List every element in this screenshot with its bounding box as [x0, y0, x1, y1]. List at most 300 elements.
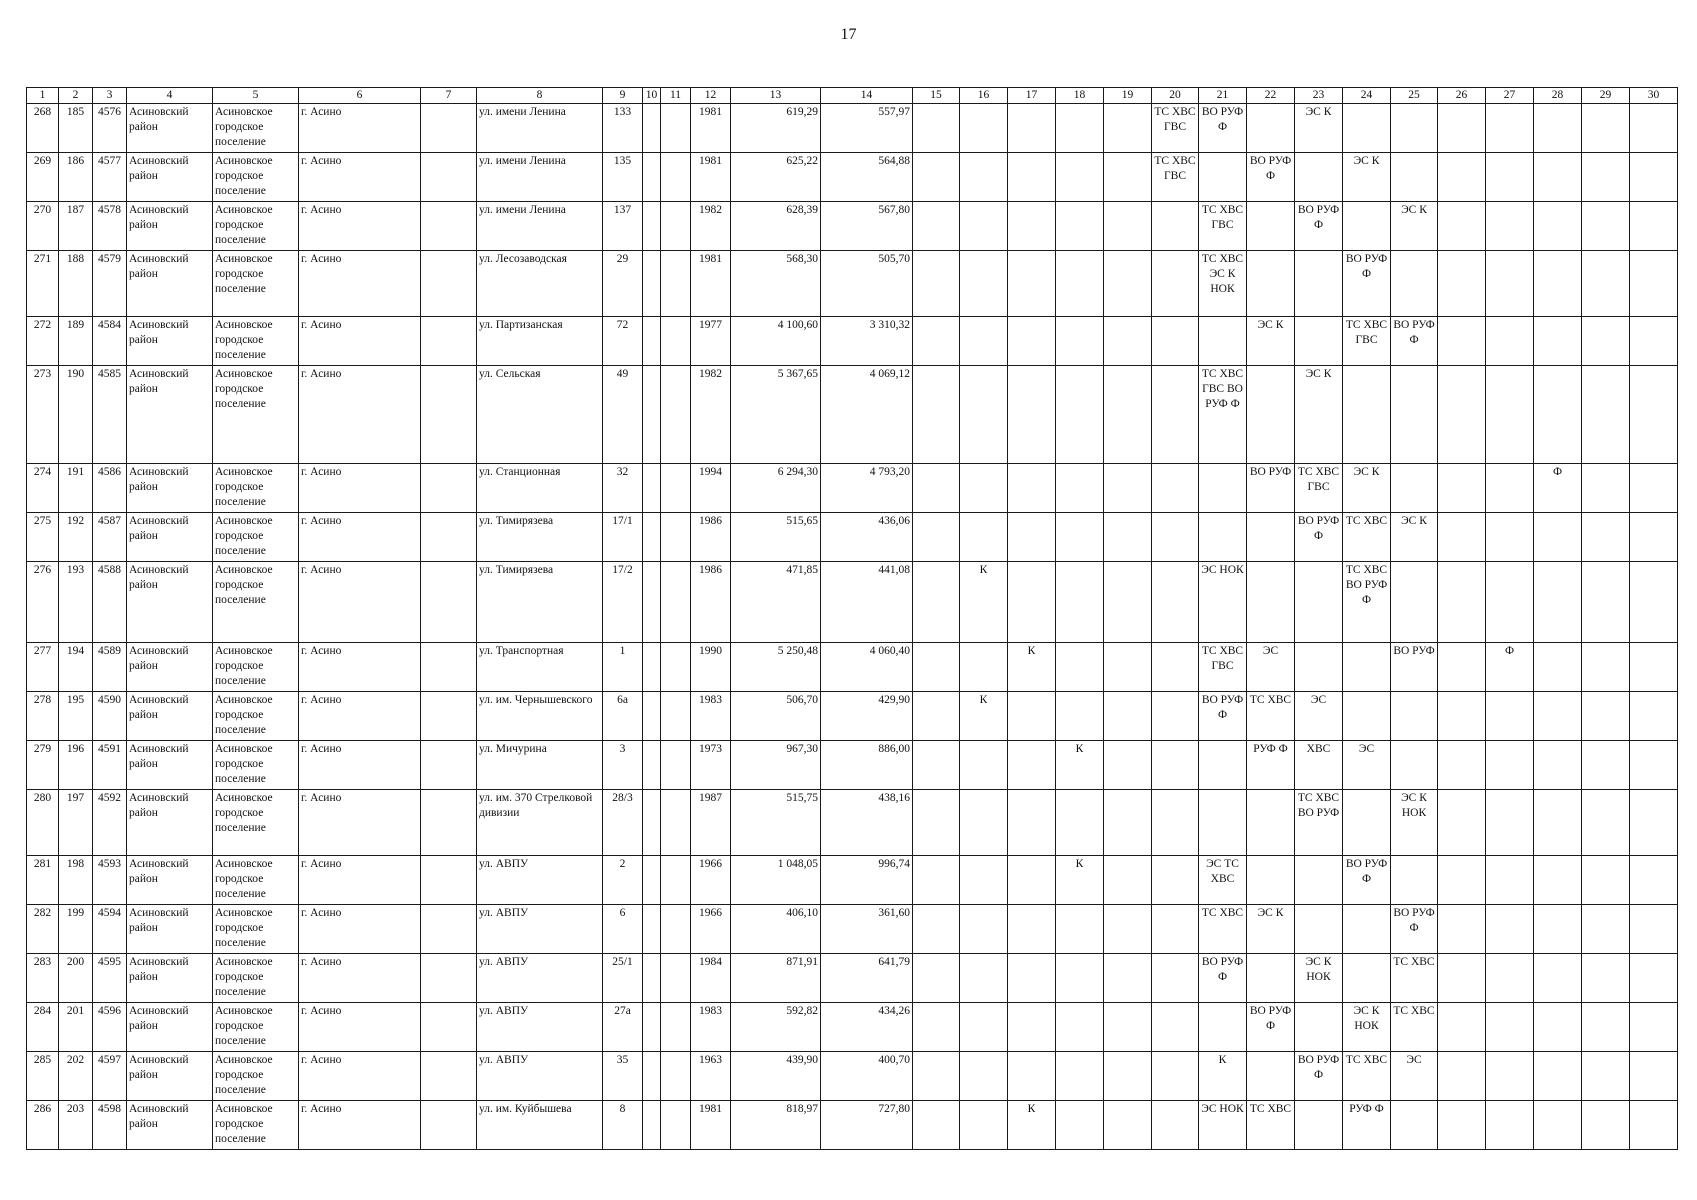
table-cell: Асиновское городское поселение [213, 692, 299, 741]
table-cell [1008, 251, 1056, 317]
table-cell [1343, 692, 1391, 741]
table-cell: 203 [59, 1101, 93, 1150]
table-cell: 1981 [691, 104, 731, 153]
table-cell [421, 905, 477, 954]
table-cell: Асиновское городское поселение [213, 513, 299, 562]
table-cell: 4591 [93, 741, 127, 790]
table-cell [1247, 366, 1295, 464]
table-cell [643, 513, 661, 562]
table-cell [913, 1052, 960, 1101]
table-cell: 8 [603, 1101, 643, 1150]
table-cell [1438, 905, 1486, 954]
table-cell: г. Асино [299, 153, 421, 202]
table-cell: г. Асино [299, 104, 421, 153]
table-cell [1486, 104, 1534, 153]
table-cell: 2 [603, 856, 643, 905]
table-cell [1056, 954, 1104, 1003]
table-cell: ВО РУФ Ф [1199, 692, 1247, 741]
table-cell: Асиновское городское поселение [213, 104, 299, 153]
column-header: 15 [913, 88, 960, 104]
table-cell: ЭС [1343, 741, 1391, 790]
table-cell: ТС ХВС [1391, 1003, 1438, 1052]
table-cell: Асиновское городское поселение [213, 954, 299, 1003]
table-cell [1056, 1003, 1104, 1052]
table-cell [1008, 317, 1056, 366]
table-cell: 133 [603, 104, 643, 153]
table-cell [1630, 317, 1678, 366]
table-cell: Асиновское городское поселение [213, 790, 299, 856]
table-cell [1247, 790, 1295, 856]
table-cell [1582, 1101, 1630, 1150]
table-cell [1008, 202, 1056, 251]
table-cell: Асиновское городское поселение [213, 741, 299, 790]
register-table [26, 87, 1678, 1150]
table-cell [1486, 317, 1534, 366]
table-cell: Асиновское городское поселение [213, 202, 299, 251]
table-cell [1199, 1003, 1247, 1052]
table-cell [1630, 464, 1678, 513]
table-cell [960, 202, 1008, 251]
table-cell: 628,39 [731, 202, 821, 251]
table-cell [421, 202, 477, 251]
table-cell: Асиновское городское поселение [213, 1003, 299, 1052]
table-cell: 1973 [691, 741, 731, 790]
table-cell [1152, 692, 1199, 741]
table-cell [1582, 366, 1630, 464]
table-row [27, 1052, 1678, 1101]
table-cell: 186 [59, 153, 93, 202]
table-cell [661, 366, 691, 464]
table-row [27, 317, 1678, 366]
table-cell [643, 692, 661, 741]
table-cell [1582, 1003, 1630, 1052]
table-cell [913, 317, 960, 366]
column-header: 29 [1582, 88, 1630, 104]
table-cell [1534, 905, 1582, 954]
table-cell [1486, 954, 1534, 1003]
table-row [27, 954, 1678, 1003]
table-cell: 1986 [691, 513, 731, 562]
column-header: 16 [960, 88, 1008, 104]
table-cell [1104, 1052, 1152, 1101]
table-cell [421, 856, 477, 905]
table-cell [960, 643, 1008, 692]
table-cell: ТС ХВС ГВС ВО РУФ Ф [1199, 366, 1247, 464]
table-cell: 886,00 [821, 741, 913, 790]
table-cell: ТС ХВС [1199, 905, 1247, 954]
table-cell: ул. АВПУ [477, 1003, 603, 1052]
table-cell: г. Асино [299, 643, 421, 692]
table-cell [643, 741, 661, 790]
column-header: 13 [731, 88, 821, 104]
table-cell [1295, 317, 1343, 366]
table-cell: ВО РУФ Ф [1199, 954, 1247, 1003]
table-cell: 32 [603, 464, 643, 513]
table-cell: 441,08 [821, 562, 913, 643]
table-cell [1630, 202, 1678, 251]
table-cell [1247, 562, 1295, 643]
table-cell [661, 954, 691, 1003]
table-cell: Асиновский район [127, 202, 213, 251]
table-cell: 193 [59, 562, 93, 643]
table-cell: 194 [59, 643, 93, 692]
table-cell [1247, 954, 1295, 1003]
table-cell [643, 317, 661, 366]
table-cell [421, 104, 477, 153]
table-cell: 4577 [93, 153, 127, 202]
table-cell [661, 1101, 691, 1150]
table-cell [1582, 790, 1630, 856]
table-cell [1438, 251, 1486, 317]
table-cell: 283 [27, 954, 59, 1003]
table-cell [1582, 562, 1630, 643]
table-cell [1104, 202, 1152, 251]
table-cell: 1966 [691, 905, 731, 954]
table-cell: 4596 [93, 1003, 127, 1052]
table-cell: г. Асино [299, 1003, 421, 1052]
table-cell: 1982 [691, 366, 731, 464]
table-cell [913, 1101, 960, 1150]
table-cell: 195 [59, 692, 93, 741]
table-cell: 200 [59, 954, 93, 1003]
table-cell [421, 741, 477, 790]
table-cell [1104, 153, 1152, 202]
table-cell [1582, 464, 1630, 513]
table-cell [1391, 856, 1438, 905]
table-row [27, 251, 1678, 317]
table-cell [1008, 692, 1056, 741]
table-cell [643, 1003, 661, 1052]
table-cell [1391, 464, 1438, 513]
table-row [27, 856, 1678, 905]
table-cell: 285 [27, 1052, 59, 1101]
table-cell [1438, 954, 1486, 1003]
table-body [27, 104, 1678, 1150]
table-cell [1486, 1003, 1534, 1052]
table-cell: Асиновский район [127, 104, 213, 153]
table-cell [1630, 153, 1678, 202]
table-cell: 190 [59, 366, 93, 464]
table-cell: 35 [603, 1052, 643, 1101]
table-cell [1056, 317, 1104, 366]
table-cell: ТС ХВС ГВС [1295, 464, 1343, 513]
table-cell: г. Асино [299, 251, 421, 317]
table-cell [1486, 1101, 1534, 1150]
table-cell [1534, 513, 1582, 562]
table-cell [960, 464, 1008, 513]
table-cell [1630, 790, 1678, 856]
table-cell [1199, 513, 1247, 562]
table-cell: 434,26 [821, 1003, 913, 1052]
table-cell: г. Асино [299, 513, 421, 562]
table-cell: Асиновский район [127, 692, 213, 741]
table-cell: ул. АВПУ [477, 856, 603, 905]
table-cell: 406,10 [731, 905, 821, 954]
column-number-row [27, 88, 1678, 104]
table-cell [1104, 643, 1152, 692]
table-cell: ВО РУФ Ф [1295, 202, 1343, 251]
table-cell: ТС ХВС ГВС [1199, 202, 1247, 251]
table-cell: 191 [59, 464, 93, 513]
table-cell [1438, 104, 1486, 153]
table-cell [1008, 104, 1056, 153]
table-cell [1295, 856, 1343, 905]
column-header: 12 [691, 88, 731, 104]
table-cell: 5 250,48 [731, 643, 821, 692]
table-cell: ЭС К [1295, 104, 1343, 153]
table-cell: 564,88 [821, 153, 913, 202]
table-cell: К [1056, 856, 1104, 905]
table-cell [421, 562, 477, 643]
table-cell [1247, 856, 1295, 905]
table-cell: 278 [27, 692, 59, 741]
table-cell: 272 [27, 317, 59, 366]
column-header: 25 [1391, 88, 1438, 104]
table-cell: Асиновское городское поселение [213, 1052, 299, 1101]
table-cell [1056, 562, 1104, 643]
table-cell: ЭС [1295, 692, 1343, 741]
table-cell [1008, 562, 1056, 643]
table-cell: Асиновский район [127, 366, 213, 464]
table-cell [913, 692, 960, 741]
table-cell: Асиновский район [127, 1052, 213, 1101]
table-cell: 202 [59, 1052, 93, 1101]
table-cell [1295, 562, 1343, 643]
table-cell [1295, 153, 1343, 202]
table-cell: г. Асино [299, 202, 421, 251]
table-cell: 1983 [691, 1003, 731, 1052]
table-cell: ТС ХВС [1343, 1052, 1391, 1101]
table-cell [1104, 366, 1152, 464]
table-cell [1104, 954, 1152, 1003]
table-cell [661, 643, 691, 692]
table-cell [913, 856, 960, 905]
table-cell: Ф [1534, 464, 1582, 513]
table-cell [1056, 202, 1104, 251]
table-cell: г. Асино [299, 692, 421, 741]
column-header: 11 [661, 88, 691, 104]
table-cell [661, 464, 691, 513]
table-cell: ЭС [1247, 643, 1295, 692]
table-cell [643, 464, 661, 513]
table-cell [1056, 790, 1104, 856]
table-cell: 429,90 [821, 692, 913, 741]
table-cell [1630, 741, 1678, 790]
column-header: 19 [1104, 88, 1152, 104]
table-cell: Асиновское городское поселение [213, 856, 299, 905]
table-cell [661, 317, 691, 366]
table-cell [661, 692, 691, 741]
table-cell [1534, 202, 1582, 251]
table-row [27, 905, 1678, 954]
table-cell [960, 1052, 1008, 1101]
table-cell: ТС ХВС ГВС [1199, 643, 1247, 692]
table-cell [1582, 513, 1630, 562]
table-cell [1152, 317, 1199, 366]
table-cell [643, 790, 661, 856]
table-cell [421, 692, 477, 741]
table-cell [960, 104, 1008, 153]
table-cell [1199, 790, 1247, 856]
table-cell: Ф [1486, 643, 1534, 692]
table-header [27, 88, 1678, 104]
table-cell: ул. Лесозаводская [477, 251, 603, 317]
table-cell [1199, 317, 1247, 366]
table-cell [960, 317, 1008, 366]
table-cell [913, 366, 960, 464]
table-cell [960, 741, 1008, 790]
table-cell [1486, 790, 1534, 856]
table-cell [421, 643, 477, 692]
column-header: 10 [643, 88, 661, 104]
table-cell [913, 153, 960, 202]
table-cell: 28/3 [603, 790, 643, 856]
table-cell: 471,85 [731, 562, 821, 643]
table-cell [643, 366, 661, 464]
column-header: 26 [1438, 88, 1486, 104]
table-cell [1008, 153, 1056, 202]
column-header: 8 [477, 88, 603, 104]
table-cell: 4594 [93, 905, 127, 954]
table-cell: 505,70 [821, 251, 913, 317]
table-cell: РУФ Ф [1247, 741, 1295, 790]
table-cell: ул. Станционная [477, 464, 603, 513]
table-cell [1152, 251, 1199, 317]
table-cell [1438, 1003, 1486, 1052]
table-cell [1630, 905, 1678, 954]
table-cell: 1981 [691, 251, 731, 317]
table-cell: 625,22 [731, 153, 821, 202]
table-cell [661, 562, 691, 643]
table-cell: Асиновский район [127, 790, 213, 856]
table-cell: 1 048,05 [731, 856, 821, 905]
column-header: 2 [59, 88, 93, 104]
table-cell: 4589 [93, 643, 127, 692]
table-cell [913, 104, 960, 153]
table-cell [661, 104, 691, 153]
table-cell [421, 366, 477, 464]
table-cell [1438, 1052, 1486, 1101]
table-cell [1438, 202, 1486, 251]
table-cell: 72 [603, 317, 643, 366]
table-cell: 1966 [691, 856, 731, 905]
table-cell: ул. имени Ленина [477, 153, 603, 202]
table-cell: 1983 [691, 692, 731, 741]
table-cell [1104, 317, 1152, 366]
table-cell: 286 [27, 1101, 59, 1150]
table-cell: ТС ХВС ВО РУФ Ф [1343, 562, 1391, 643]
table-cell [1152, 643, 1199, 692]
table-cell: 619,29 [731, 104, 821, 153]
table-cell [661, 202, 691, 251]
table-cell: 135 [603, 153, 643, 202]
table-cell [1104, 1003, 1152, 1052]
table-cell [1247, 1052, 1295, 1101]
table-cell: 1977 [691, 317, 731, 366]
table-cell: 192 [59, 513, 93, 562]
column-header: 7 [421, 88, 477, 104]
table-cell [1630, 643, 1678, 692]
table-cell [661, 790, 691, 856]
table-cell: 199 [59, 905, 93, 954]
table-cell [1391, 1101, 1438, 1150]
table-cell: ВО РУФ Ф [1295, 1052, 1343, 1101]
table-cell: К [960, 692, 1008, 741]
table-cell [421, 1101, 477, 1150]
table-cell [421, 464, 477, 513]
table-cell [1104, 1101, 1152, 1150]
table-cell [1630, 1003, 1678, 1052]
table-cell [1486, 513, 1534, 562]
table-cell: ул. им. 370 Стрелковой дивизии [477, 790, 603, 856]
column-header: 17 [1008, 88, 1056, 104]
table-cell: К [1008, 1101, 1056, 1150]
table-cell: ВО РУФ Ф [1343, 251, 1391, 317]
table-cell: ТС ХВС ВО РУФ [1295, 790, 1343, 856]
table-cell [1438, 1101, 1486, 1150]
table-cell: 967,30 [731, 741, 821, 790]
column-header: 9 [603, 88, 643, 104]
table-cell [1630, 692, 1678, 741]
table-cell: Асиновский район [127, 513, 213, 562]
table-cell [1582, 741, 1630, 790]
column-header: 4 [127, 88, 213, 104]
table-cell: Асиновский район [127, 464, 213, 513]
table-cell: К [1199, 1052, 1247, 1101]
table-cell [1343, 954, 1391, 1003]
table-cell [1486, 202, 1534, 251]
table-cell: 4592 [93, 790, 127, 856]
table-cell: 271 [27, 251, 59, 317]
table-cell: Асиновское городское поселение [213, 153, 299, 202]
table-cell: г. Асино [299, 317, 421, 366]
table-cell: 185 [59, 104, 93, 153]
table-cell [913, 464, 960, 513]
table-cell: 1990 [691, 643, 731, 692]
table-cell [1534, 643, 1582, 692]
table-cell [913, 643, 960, 692]
table-cell: ул. Транспортная [477, 643, 603, 692]
table-cell [421, 1003, 477, 1052]
table-cell: 592,82 [731, 1003, 821, 1052]
table-cell: ЭС К [1343, 153, 1391, 202]
table-cell [1391, 153, 1438, 202]
table-cell: ЭС К [1295, 366, 1343, 464]
table-cell [1630, 513, 1678, 562]
table-cell [1534, 153, 1582, 202]
table-cell [1008, 954, 1056, 1003]
table-cell [960, 366, 1008, 464]
table-cell [1630, 251, 1678, 317]
table-cell [1008, 905, 1056, 954]
table-cell [1534, 562, 1582, 643]
table-cell: 279 [27, 741, 59, 790]
table-cell: 4597 [93, 1052, 127, 1101]
table-cell [1486, 905, 1534, 954]
table-cell [1534, 251, 1582, 317]
table-cell: 4587 [93, 513, 127, 562]
table-cell [643, 954, 661, 1003]
table-cell [1582, 905, 1630, 954]
table-cell [661, 741, 691, 790]
table-cell [1152, 905, 1199, 954]
table-cell: г. Асино [299, 790, 421, 856]
table-cell: Асиновский район [127, 153, 213, 202]
table-cell [643, 202, 661, 251]
table-cell [1295, 643, 1343, 692]
table-cell: 439,90 [731, 1052, 821, 1101]
table-cell: 4 069,12 [821, 366, 913, 464]
